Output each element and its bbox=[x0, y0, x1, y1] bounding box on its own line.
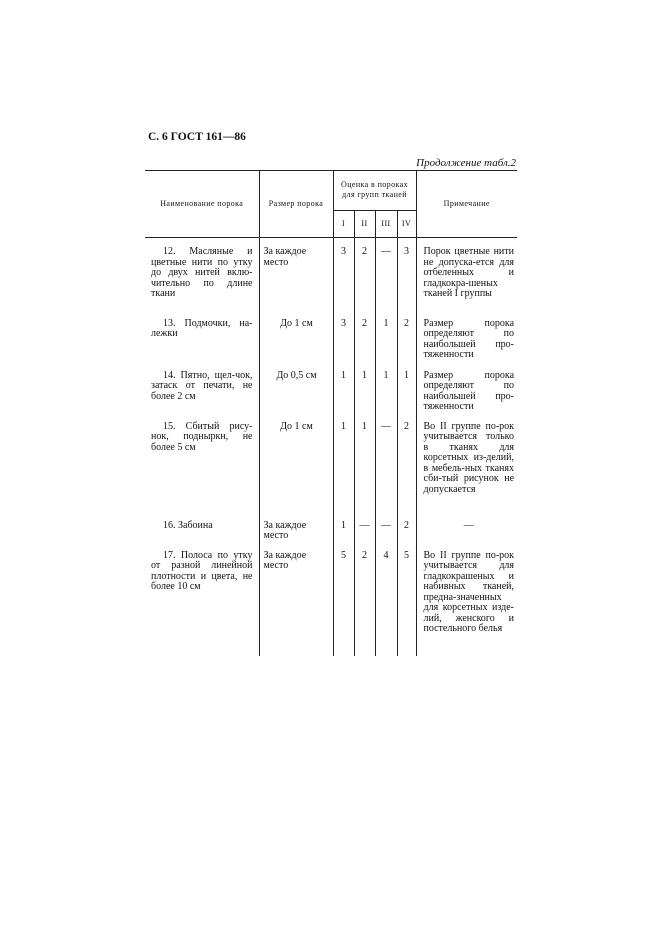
group-header-1: I bbox=[333, 210, 354, 237]
col-header-note: Примечание bbox=[416, 171, 517, 238]
defect-note: Размер порока определяют по наибольшей про-тяженности bbox=[416, 362, 517, 413]
defect-note: Во II группе по-рок учитывается только в тканях для корсетных из-делий, в мебель-ных тканях сби-тый рисунок не допускается bbox=[416, 413, 517, 512]
score-group-4: 1 bbox=[397, 362, 416, 413]
table-row bbox=[145, 238, 517, 310]
score-group-1: 5 bbox=[333, 542, 354, 656]
table-row bbox=[145, 542, 517, 656]
score-group-3: 4 bbox=[375, 542, 397, 656]
defect-name: 16. Забоина bbox=[163, 519, 213, 531]
table-continuation-label: Продолжение табл.2 bbox=[416, 157, 516, 169]
defect-size: За каждое место bbox=[259, 238, 333, 310]
table-row bbox=[145, 413, 517, 512]
score-group-3: — bbox=[375, 413, 397, 512]
score-group-3: — bbox=[375, 512, 397, 542]
page-header: С. 6 ГОСТ 161—86 bbox=[148, 131, 246, 143]
score-group-1: 3 bbox=[333, 238, 354, 310]
defect-size: До 0,5 см bbox=[259, 362, 333, 413]
group-header-2: II bbox=[354, 210, 375, 237]
defect-name: 14. Пятно, щел-чок, затаск от печати, не более 2 см bbox=[151, 369, 253, 402]
score-group-1: 1 bbox=[333, 413, 354, 512]
score-group-4: 2 bbox=[397, 310, 416, 362]
table-row bbox=[145, 310, 517, 362]
defect-note: Размер порока определяют по наибольшей про-тяженности bbox=[416, 310, 517, 362]
defect-name: 12. Масляные и цветные нити по утку до двух нитей вклю-чительно по длине ткани bbox=[151, 246, 253, 299]
defects-table bbox=[145, 170, 517, 656]
score-group-2: 2 bbox=[354, 310, 375, 362]
score-group-1: 3 bbox=[333, 310, 354, 362]
score-group-2: — bbox=[354, 512, 375, 542]
group-header-4: IV bbox=[397, 210, 416, 237]
score-group-3: 1 bbox=[375, 310, 397, 362]
table-row bbox=[145, 362, 517, 413]
score-group-4: 2 bbox=[397, 512, 416, 542]
defect-name: 17. Полоса по утку от разной линейной плотности и цвета, не более 10 см bbox=[151, 549, 253, 592]
defect-name: 15. Сбитый рису-нок, подныркн, не более 5 см bbox=[151, 420, 253, 453]
defect-size: До 1 см bbox=[259, 310, 333, 362]
score-group-1: 1 bbox=[333, 512, 354, 542]
score-group-2: 2 bbox=[354, 542, 375, 656]
table-header-row bbox=[145, 171, 517, 211]
score-group-4: 3 bbox=[397, 238, 416, 310]
table-row bbox=[145, 512, 517, 542]
score-group-3: 1 bbox=[375, 362, 397, 413]
score-group-2: 1 bbox=[354, 362, 375, 413]
col-header-defect: Наименование порока bbox=[145, 171, 259, 238]
defect-note: Порок цветные нити не допуска-ется для отбеленных и гладкокра-шеных тканей I группы bbox=[416, 238, 517, 310]
score-group-1: 1 bbox=[333, 362, 354, 413]
defect-note: — bbox=[416, 512, 517, 542]
defect-name: 13. Подмочки, на-лежки bbox=[151, 317, 253, 339]
defect-size: За каждое место bbox=[259, 512, 333, 542]
defect-size: До 1 см bbox=[259, 413, 333, 512]
score-group-4: 2 bbox=[397, 413, 416, 512]
defect-note: Во II группе по-рок учитывается для гладкокрашеных и набивных тканей, предна-значенных для корсетных изде-лий, женского и постельного белья bbox=[416, 542, 517, 656]
score-group-2: 2 bbox=[354, 238, 375, 310]
defect-size: За каждое место bbox=[259, 542, 333, 656]
score-group-3: — bbox=[375, 238, 397, 310]
col-header-size: Размер порока bbox=[259, 171, 333, 238]
group-header-3: III bbox=[375, 210, 397, 237]
col-header-score: Оценка в пороках для групп тканей bbox=[333, 171, 416, 211]
score-group-2: 1 bbox=[354, 413, 375, 512]
score-group-4: 5 bbox=[397, 542, 416, 656]
